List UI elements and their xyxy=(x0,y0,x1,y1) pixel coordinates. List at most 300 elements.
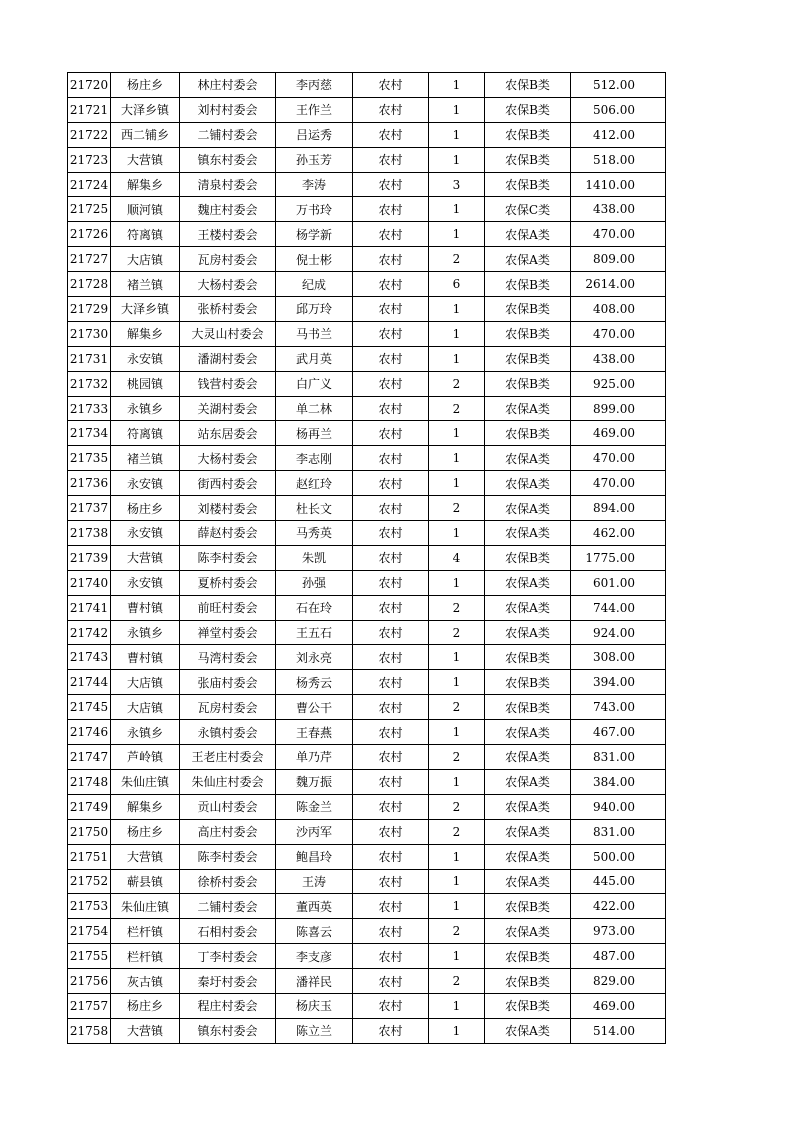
record-id-cell: 21722 xyxy=(68,122,111,147)
area-type-cell: 农村 xyxy=(353,819,429,844)
area-type-cell: 农村 xyxy=(353,720,429,745)
table-row xyxy=(68,222,666,247)
area-type-cell: 农村 xyxy=(353,969,429,994)
village-committee-cell: 马湾村委会 xyxy=(180,645,276,670)
table-row xyxy=(68,396,666,421)
table-row xyxy=(68,521,666,546)
village-committee-cell: 贡山村委会 xyxy=(180,794,276,819)
household-count-cell: 1 xyxy=(429,769,485,794)
area-type-cell: 农村 xyxy=(353,869,429,894)
household-count-cell: 1 xyxy=(429,844,485,869)
township-cell: 永镇乡 xyxy=(111,720,180,745)
insurance-category-cell: 农保B类 xyxy=(485,97,571,122)
name-cell: 石在玲 xyxy=(276,595,353,620)
amount-cell: 831.00 xyxy=(571,819,666,844)
household-count-cell: 1 xyxy=(429,670,485,695)
township-cell: 桃园镇 xyxy=(111,371,180,396)
insurance-category-cell: 农保B类 xyxy=(485,670,571,695)
record-id-cell: 21743 xyxy=(68,645,111,670)
area-type-cell: 农村 xyxy=(353,371,429,396)
name-cell: 杨再兰 xyxy=(276,421,353,446)
household-count-cell: 1 xyxy=(429,471,485,496)
township-cell: 西二铺乡 xyxy=(111,122,180,147)
household-count-cell: 2 xyxy=(429,371,485,396)
name-cell: 王涛 xyxy=(276,869,353,894)
amount-cell: 487.00 xyxy=(571,944,666,969)
insurance-category-cell: 农保B类 xyxy=(485,346,571,371)
amount-cell: 470.00 xyxy=(571,471,666,496)
village-committee-cell: 薛赵村委会 xyxy=(180,521,276,546)
township-cell: 永镇乡 xyxy=(111,396,180,421)
table-row xyxy=(68,969,666,994)
record-id-cell: 21735 xyxy=(68,446,111,471)
table-row xyxy=(68,894,666,919)
household-count-cell: 1 xyxy=(429,346,485,371)
amount-cell: 809.00 xyxy=(571,247,666,272)
insurance-category-cell: 农保A类 xyxy=(485,570,571,595)
area-type-cell: 农村 xyxy=(353,272,429,297)
table-row xyxy=(68,993,666,1018)
village-committee-cell: 魏庄村委会 xyxy=(180,197,276,222)
table-row xyxy=(68,570,666,595)
area-type-cell: 农村 xyxy=(353,844,429,869)
record-id-cell: 21751 xyxy=(68,844,111,869)
village-committee-cell: 潘湖村委会 xyxy=(180,346,276,371)
record-id-cell: 21739 xyxy=(68,545,111,570)
household-count-cell: 1 xyxy=(429,645,485,670)
area-type-cell: 农村 xyxy=(353,97,429,122)
records-table xyxy=(67,72,666,1044)
insurance-category-cell: 农保B类 xyxy=(485,73,571,98)
table-row xyxy=(68,321,666,346)
amount-cell: 1775.00 xyxy=(571,545,666,570)
area-type-cell: 农村 xyxy=(353,73,429,98)
household-count-cell: 1 xyxy=(429,869,485,894)
household-count-cell: 2 xyxy=(429,969,485,994)
name-cell: 白广义 xyxy=(276,371,353,396)
household-count-cell: 1 xyxy=(429,73,485,98)
area-type-cell: 农村 xyxy=(353,172,429,197)
household-count-cell: 2 xyxy=(429,695,485,720)
township-cell: 大营镇 xyxy=(111,545,180,570)
table-row xyxy=(68,869,666,894)
insurance-category-cell: 农保B类 xyxy=(485,122,571,147)
village-committee-cell: 关湖村委会 xyxy=(180,396,276,421)
village-committee-cell: 朱仙庄村委会 xyxy=(180,769,276,794)
table-row xyxy=(68,545,666,570)
record-id-cell: 21721 xyxy=(68,97,111,122)
amount-cell: 308.00 xyxy=(571,645,666,670)
area-type-cell: 农村 xyxy=(353,695,429,720)
household-count-cell: 1 xyxy=(429,297,485,322)
table-row xyxy=(68,496,666,521)
name-cell: 魏万振 xyxy=(276,769,353,794)
name-cell: 单乃芹 xyxy=(276,745,353,770)
insurance-category-cell: 农保C类 xyxy=(485,197,571,222)
amount-cell: 925.00 xyxy=(571,371,666,396)
area-type-cell: 农村 xyxy=(353,122,429,147)
name-cell: 陈金兰 xyxy=(276,794,353,819)
record-id-cell: 21756 xyxy=(68,969,111,994)
area-type-cell: 农村 xyxy=(353,670,429,695)
record-id-cell: 21727 xyxy=(68,247,111,272)
village-committee-cell: 镇东村委会 xyxy=(180,147,276,172)
township-cell: 解集乡 xyxy=(111,794,180,819)
township-cell: 大营镇 xyxy=(111,844,180,869)
area-type-cell: 农村 xyxy=(353,396,429,421)
insurance-category-cell: 农保A类 xyxy=(485,521,571,546)
name-cell: 沙丙军 xyxy=(276,819,353,844)
insurance-category-cell: 农保A类 xyxy=(485,819,571,844)
household-count-cell: 1 xyxy=(429,446,485,471)
household-count-cell: 2 xyxy=(429,496,485,521)
insurance-category-cell: 农保B类 xyxy=(485,545,571,570)
amount-cell: 518.00 xyxy=(571,147,666,172)
village-committee-cell: 大灵山村委会 xyxy=(180,321,276,346)
table-row xyxy=(68,769,666,794)
table-row xyxy=(68,446,666,471)
table-row xyxy=(68,595,666,620)
area-type-cell: 农村 xyxy=(353,570,429,595)
record-id-cell: 21746 xyxy=(68,720,111,745)
table-row xyxy=(68,247,666,272)
township-cell: 解集乡 xyxy=(111,172,180,197)
area-type-cell: 农村 xyxy=(353,1018,429,1043)
name-cell: 万书玲 xyxy=(276,197,353,222)
amount-cell: 940.00 xyxy=(571,794,666,819)
record-id-cell: 21744 xyxy=(68,670,111,695)
household-count-cell: 6 xyxy=(429,272,485,297)
insurance-category-cell: 农保B类 xyxy=(485,172,571,197)
household-count-cell: 1 xyxy=(429,570,485,595)
name-cell: 李支彦 xyxy=(276,944,353,969)
village-committee-cell: 石相村委会 xyxy=(180,919,276,944)
township-cell: 大泽乡镇 xyxy=(111,97,180,122)
record-id-cell: 21753 xyxy=(68,894,111,919)
amount-cell: 462.00 xyxy=(571,521,666,546)
amount-cell: 924.00 xyxy=(571,620,666,645)
amount-cell: 743.00 xyxy=(571,695,666,720)
area-type-cell: 农村 xyxy=(353,197,429,222)
township-cell: 栏杆镇 xyxy=(111,944,180,969)
village-committee-cell: 大杨村委会 xyxy=(180,446,276,471)
table-row xyxy=(68,1018,666,1043)
amount-cell: 506.00 xyxy=(571,97,666,122)
amount-cell: 744.00 xyxy=(571,595,666,620)
insurance-category-cell: 农保A类 xyxy=(485,496,571,521)
area-type-cell: 农村 xyxy=(353,595,429,620)
village-committee-cell: 夏桥村委会 xyxy=(180,570,276,595)
name-cell: 杨庆玉 xyxy=(276,993,353,1018)
household-count-cell: 1 xyxy=(429,222,485,247)
area-type-cell: 农村 xyxy=(353,944,429,969)
insurance-category-cell: 农保A类 xyxy=(485,620,571,645)
village-committee-cell: 陈李村委会 xyxy=(180,545,276,570)
area-type-cell: 农村 xyxy=(353,446,429,471)
amount-cell: 899.00 xyxy=(571,396,666,421)
village-committee-cell: 禅堂村委会 xyxy=(180,620,276,645)
table-row xyxy=(68,371,666,396)
insurance-category-cell: 农保A类 xyxy=(485,396,571,421)
area-type-cell: 农村 xyxy=(353,919,429,944)
village-committee-cell: 张庙村委会 xyxy=(180,670,276,695)
name-cell: 李丙慈 xyxy=(276,73,353,98)
name-cell: 刘永亮 xyxy=(276,645,353,670)
amount-cell: 601.00 xyxy=(571,570,666,595)
township-cell: 蕲县镇 xyxy=(111,869,180,894)
household-count-cell: 2 xyxy=(429,819,485,844)
household-count-cell: 1 xyxy=(429,122,485,147)
table-row xyxy=(68,147,666,172)
record-id-cell: 21726 xyxy=(68,222,111,247)
township-cell: 大店镇 xyxy=(111,247,180,272)
record-id-cell: 21755 xyxy=(68,944,111,969)
name-cell: 单二林 xyxy=(276,396,353,421)
township-cell: 顺河镇 xyxy=(111,197,180,222)
area-type-cell: 农村 xyxy=(353,147,429,172)
household-count-cell: 1 xyxy=(429,944,485,969)
record-id-cell: 21742 xyxy=(68,620,111,645)
area-type-cell: 农村 xyxy=(353,297,429,322)
name-cell: 李志刚 xyxy=(276,446,353,471)
township-cell: 杨庄乡 xyxy=(111,819,180,844)
insurance-category-cell: 农保A类 xyxy=(485,446,571,471)
household-count-cell: 2 xyxy=(429,794,485,819)
township-cell: 大店镇 xyxy=(111,670,180,695)
household-count-cell: 3 xyxy=(429,172,485,197)
amount-cell: 394.00 xyxy=(571,670,666,695)
table-row xyxy=(68,471,666,496)
area-type-cell: 农村 xyxy=(353,794,429,819)
amount-cell: 469.00 xyxy=(571,993,666,1018)
area-type-cell: 农村 xyxy=(353,545,429,570)
name-cell: 马秀英 xyxy=(276,521,353,546)
township-cell: 曹村镇 xyxy=(111,595,180,620)
name-cell: 孙玉芳 xyxy=(276,147,353,172)
area-type-cell: 农村 xyxy=(353,521,429,546)
township-cell: 曹村镇 xyxy=(111,645,180,670)
village-committee-cell: 高庄村委会 xyxy=(180,819,276,844)
amount-cell: 512.00 xyxy=(571,73,666,98)
amount-cell: 500.00 xyxy=(571,844,666,869)
area-type-cell: 农村 xyxy=(353,222,429,247)
area-type-cell: 农村 xyxy=(353,496,429,521)
township-cell: 芦岭镇 xyxy=(111,745,180,770)
insurance-category-cell: 农保B类 xyxy=(485,969,571,994)
area-type-cell: 农村 xyxy=(353,894,429,919)
amount-cell: 467.00 xyxy=(571,720,666,745)
record-id-cell: 21749 xyxy=(68,794,111,819)
area-type-cell: 农村 xyxy=(353,645,429,670)
amount-cell: 1410.00 xyxy=(571,172,666,197)
area-type-cell: 农村 xyxy=(353,745,429,770)
area-type-cell: 农村 xyxy=(353,620,429,645)
household-count-cell: 1 xyxy=(429,1018,485,1043)
name-cell: 鲍昌玲 xyxy=(276,844,353,869)
household-count-cell: 1 xyxy=(429,993,485,1018)
township-cell: 符离镇 xyxy=(111,222,180,247)
insurance-category-cell: 农保B类 xyxy=(485,894,571,919)
amount-cell: 831.00 xyxy=(571,745,666,770)
amount-cell: 829.00 xyxy=(571,969,666,994)
table-row xyxy=(68,122,666,147)
household-count-cell: 2 xyxy=(429,595,485,620)
table-row xyxy=(68,620,666,645)
village-committee-cell: 张桥村委会 xyxy=(180,297,276,322)
insurance-category-cell: 农保B类 xyxy=(485,371,571,396)
table-row xyxy=(68,645,666,670)
record-id-cell: 21736 xyxy=(68,471,111,496)
record-id-cell: 21732 xyxy=(68,371,111,396)
name-cell: 李涛 xyxy=(276,172,353,197)
insurance-category-cell: 农保A类 xyxy=(485,1018,571,1043)
village-committee-cell: 二铺村委会 xyxy=(180,894,276,919)
amount-cell: 438.00 xyxy=(571,197,666,222)
township-cell: 杨庄乡 xyxy=(111,496,180,521)
name-cell: 纪成 xyxy=(276,272,353,297)
record-id-cell: 21745 xyxy=(68,695,111,720)
village-committee-cell: 二铺村委会 xyxy=(180,122,276,147)
village-committee-cell: 永镇村委会 xyxy=(180,720,276,745)
name-cell: 朱凯 xyxy=(276,545,353,570)
household-count-cell: 2 xyxy=(429,396,485,421)
table-row xyxy=(68,745,666,770)
township-cell: 朱仙庄镇 xyxy=(111,769,180,794)
record-id-cell: 21725 xyxy=(68,197,111,222)
insurance-category-cell: 农保B类 xyxy=(485,421,571,446)
amount-cell: 470.00 xyxy=(571,321,666,346)
village-committee-cell: 瓦房村委会 xyxy=(180,247,276,272)
village-committee-cell: 王老庄村委会 xyxy=(180,745,276,770)
insurance-category-cell: 农保B类 xyxy=(485,147,571,172)
township-cell: 灰古镇 xyxy=(111,969,180,994)
table-row xyxy=(68,346,666,371)
name-cell: 王春燕 xyxy=(276,720,353,745)
village-committee-cell: 刘楼村委会 xyxy=(180,496,276,521)
table-row xyxy=(68,944,666,969)
household-count-cell: 1 xyxy=(429,321,485,346)
village-committee-cell: 大杨村委会 xyxy=(180,272,276,297)
household-count-cell: 1 xyxy=(429,147,485,172)
table-row xyxy=(68,297,666,322)
village-committee-cell: 钱营村委会 xyxy=(180,371,276,396)
area-type-cell: 农村 xyxy=(353,346,429,371)
name-cell: 杨秀云 xyxy=(276,670,353,695)
amount-cell: 384.00 xyxy=(571,769,666,794)
township-cell: 大营镇 xyxy=(111,1018,180,1043)
table-row xyxy=(68,197,666,222)
township-cell: 褚兰镇 xyxy=(111,272,180,297)
insurance-category-cell: 农保B类 xyxy=(485,645,571,670)
record-id-cell: 21728 xyxy=(68,272,111,297)
amount-cell: 894.00 xyxy=(571,496,666,521)
table-row xyxy=(68,919,666,944)
area-type-cell: 农村 xyxy=(353,247,429,272)
village-committee-cell: 瓦房村委会 xyxy=(180,695,276,720)
village-committee-cell: 秦圩村委会 xyxy=(180,969,276,994)
record-id-cell: 21750 xyxy=(68,819,111,844)
household-count-cell: 1 xyxy=(429,894,485,919)
record-id-cell: 21752 xyxy=(68,869,111,894)
table-row xyxy=(68,172,666,197)
record-id-cell: 21747 xyxy=(68,745,111,770)
household-count-cell: 2 xyxy=(429,620,485,645)
village-committee-cell: 陈李村委会 xyxy=(180,844,276,869)
insurance-category-cell: 农保A类 xyxy=(485,595,571,620)
township-cell: 褚兰镇 xyxy=(111,446,180,471)
record-id-cell: 21738 xyxy=(68,521,111,546)
household-count-cell: 1 xyxy=(429,197,485,222)
insurance-category-cell: 农保A类 xyxy=(485,720,571,745)
name-cell: 马书兰 xyxy=(276,321,353,346)
name-cell: 王作兰 xyxy=(276,97,353,122)
amount-cell: 445.00 xyxy=(571,869,666,894)
household-count-cell: 1 xyxy=(429,421,485,446)
township-cell: 永安镇 xyxy=(111,570,180,595)
insurance-category-cell: 农保B类 xyxy=(485,993,571,1018)
record-id-cell: 21730 xyxy=(68,321,111,346)
area-type-cell: 农村 xyxy=(353,769,429,794)
household-count-cell: 1 xyxy=(429,521,485,546)
record-id-cell: 21740 xyxy=(68,570,111,595)
insurance-category-cell: 农保B类 xyxy=(485,272,571,297)
household-count-cell: 1 xyxy=(429,97,485,122)
insurance-category-cell: 农保B类 xyxy=(485,695,571,720)
record-id-cell: 21734 xyxy=(68,421,111,446)
insurance-category-cell: 农保A类 xyxy=(485,471,571,496)
village-committee-cell: 站东居委会 xyxy=(180,421,276,446)
name-cell: 倪士彬 xyxy=(276,247,353,272)
record-id-cell: 21748 xyxy=(68,769,111,794)
insurance-category-cell: 农保B类 xyxy=(485,944,571,969)
insurance-category-cell: 农保A类 xyxy=(485,769,571,794)
area-type-cell: 农村 xyxy=(353,471,429,496)
township-cell: 朱仙庄镇 xyxy=(111,894,180,919)
record-id-cell: 21758 xyxy=(68,1018,111,1043)
name-cell: 杜长文 xyxy=(276,496,353,521)
insurance-category-cell: 农保B类 xyxy=(485,297,571,322)
record-id-cell: 21731 xyxy=(68,346,111,371)
village-committee-cell: 清泉村委会 xyxy=(180,172,276,197)
amount-cell: 470.00 xyxy=(571,222,666,247)
amount-cell: 438.00 xyxy=(571,346,666,371)
village-committee-cell: 前旺村委会 xyxy=(180,595,276,620)
table-row xyxy=(68,421,666,446)
name-cell: 赵红玲 xyxy=(276,471,353,496)
name-cell: 董西英 xyxy=(276,894,353,919)
area-type-cell: 农村 xyxy=(353,321,429,346)
amount-cell: 973.00 xyxy=(571,919,666,944)
household-count-cell: 2 xyxy=(429,919,485,944)
name-cell: 陈喜云 xyxy=(276,919,353,944)
household-count-cell: 4 xyxy=(429,545,485,570)
table-row xyxy=(68,819,666,844)
record-id-cell: 21733 xyxy=(68,396,111,421)
township-cell: 大泽乡镇 xyxy=(111,297,180,322)
table-row xyxy=(68,695,666,720)
name-cell: 潘祥民 xyxy=(276,969,353,994)
name-cell: 王五石 xyxy=(276,620,353,645)
village-committee-cell: 程庄村委会 xyxy=(180,993,276,1018)
village-committee-cell: 丁李村委会 xyxy=(180,944,276,969)
insurance-category-cell: 农保A类 xyxy=(485,794,571,819)
table-row xyxy=(68,73,666,98)
village-committee-cell: 徐桥村委会 xyxy=(180,869,276,894)
amount-cell: 469.00 xyxy=(571,421,666,446)
table-row xyxy=(68,794,666,819)
village-committee-cell: 林庄村委会 xyxy=(180,73,276,98)
amount-cell: 408.00 xyxy=(571,297,666,322)
